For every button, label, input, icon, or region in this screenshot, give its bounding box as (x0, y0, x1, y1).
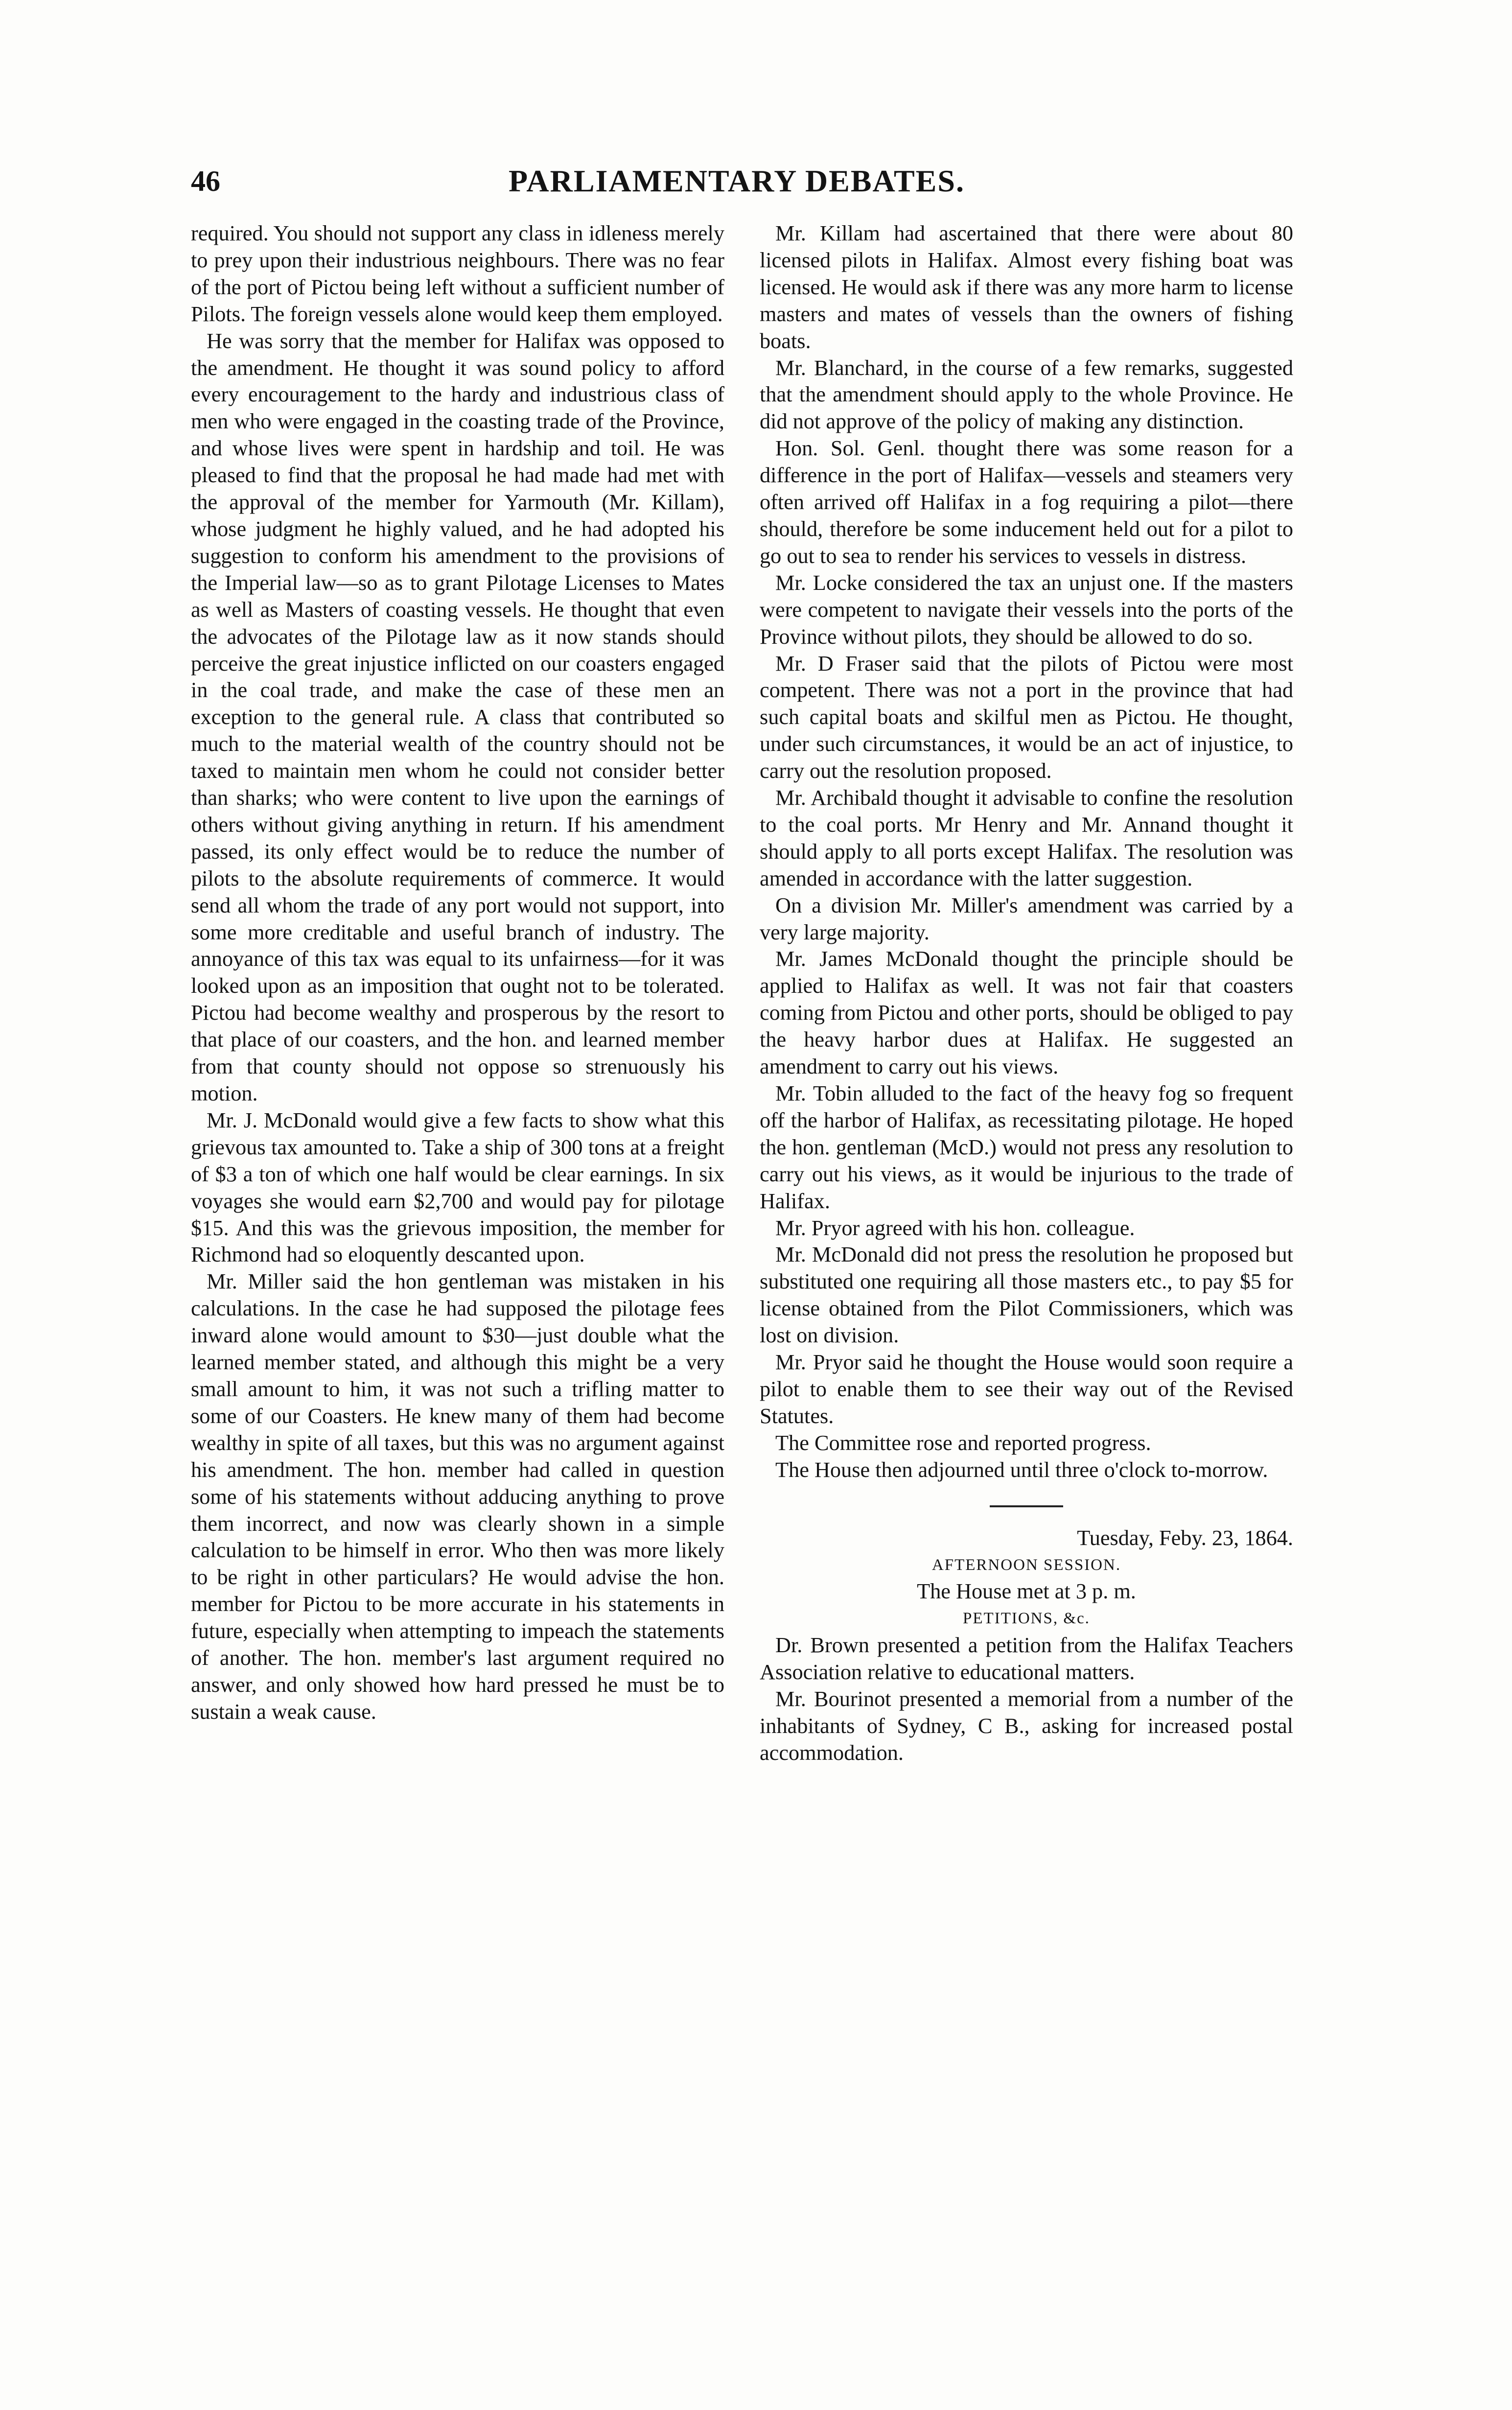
session-date: Tuesday, Feby. 23, 1864. (1077, 1525, 1293, 1550)
running-title: PARLIAMENTARY DEBATES. (509, 164, 965, 198)
page-header (191, 162, 1282, 201)
paragraph: Hon. Sol. Genl. thought there was some reason for a difference in the port of Halifax—vessels and steamers very often arrived off Halifax in a fog requiring a pilot—there should, therefore be some inducement held out for a pilot to go out to sea to render his services to vessels in distress. (760, 436, 1293, 568)
paragraph: required. You should not support any class in idleness merely to prey upon their industrious neighbours. There was no fear of the port of Pictou being left without a sufficient number of Pilots. The foreign vessels alone would keep them employed. (191, 221, 724, 326)
paragraph: Mr. Tobin alluded to the fact of the heavy fog so frequent off the harbor of Halifax, as recessitating pilotage. He hoped the hon. gentleman (McD.) would not press any resolution to carry out his views, as it would be injurious to the trade of Halifax. (760, 1081, 1293, 1213)
paragraph: The Committee rose and reported progress. (775, 1430, 1151, 1455)
paragraph: Mr. D Fraser said that the pilots of Pictou were most competent. There was not a port in the province that had such capital boats and skilful men as Pictou. He thought, under such circumstances, it would be an act of injustice, to carry out the resolution proposed. (760, 651, 1293, 783)
page-number: 46 (191, 165, 220, 197)
paragraph: Mr. Pryor agreed with his hon. colleague. (775, 1216, 1135, 1240)
paragraph: Mr. Locke considered the tax an unjust one. If the masters were competent to navigate their vessels into the ports of the Province without pilots, they should be allowed to do so. (760, 570, 1293, 649)
petition-item: Mr. Bourinot presented a memorial from a number of the inhabitants of Sydney, C B., asking for increased postal accommodation. (760, 1687, 1293, 1765)
paragraph: Mr. Archibald thought it advisable to confine the resolution to the coal ports. Mr Henry and Mr. Annand thought it should apply to all ports except Halifax. The resolution was amended in accordance with the latter suggestion. (760, 786, 1293, 890)
paragraph: Mr. Miller said the hon gentleman was mistaken in his calculations. In the case he had supposed the pilotage fees inward alone would amount to $30—just double what the learned member stated, and although this might be a very small amount to him, it was not such a trifling matter to some of our Coasters. He knew many of them had become wealthy in spite of all taxes, but this was no argument against his amendment. The hon. member had called in question some of his statements without adducing anything to prove them incorrect, and now was clearly shown in a simple calculation to be himself in error. Who then was more likely to be right in other particulars? He would advise the hon. member for Pictou to be more accurate in his statements in future, especially when attempting to impeach the statements of another. The hon. member's last argument required no answer, and only showed how hard pressed he must be to sustain a weak cause. (191, 1269, 724, 1724)
petitions-heading: PETITIONS, &c. (963, 1610, 1090, 1628)
paragraph: He was sorry that the member for Halifax was opposed to the amendment. He thought it was sound policy to afford every encouragement to the hardy and industrious class of men who were engaged in the coasting trade of the Province, and whose lives were spent in hardship and toil. He was pleased to find that the proposal he had made had met with the approval of the member for Yarmouth (Mr. Killam), whose judgment he highly valued, and he had adopted his suggestion to conform his amendment to the provisions of the Imperial law—so as to grant Pilotage Licenses to Mates as well as Masters of coasting vessels. He thought that even the advocates of the Pilotage law as it now stands should perceive the great injustice inflicted on our coasters engaged in the coal trade, and make the case of these men an exception to the general rule. A class that contributed so much to the material wealth of the country should not be taxed to maintain men whom he could not consider better than sharks; who were content to live upon the earnings of others without giving anything in return. If his amendment passed, its only effect would be to reduce the number of pilots to the absolute requirements of commerce. It would send all whom the trade of any port would not support, into some more creditable and useful branch of industry. The annoyance of this tax was equal to its unfairness—for it was looked upon as an imposition that ought not to be tolerated. Pictou had become wealthy and prosperous by the resort to that place of our coasters, and the hon. and learned member from that county should not oppose so strenuously his motion. (191, 328, 724, 1105)
paragraph: The House then adjourned until three o'clock to-morrow. (775, 1457, 1268, 1482)
petition-item: Dr. Brown presented a petition from the Halifax Teachers Association relative to educational matters. (760, 1633, 1293, 1685)
paragraph: On a division Mr. Miller's amendment was carried by a very large majority. (760, 893, 1293, 944)
paragraph: Mr. Killam had ascertained that there were about 80 licensed pilots in Halifax. Almost every fishing boat was licensed. He would ask if there was any more harm to license masters and mates of vessels than the owners of fishing boats. (760, 221, 1293, 353)
right-column (760, 220, 1293, 1767)
paragraph: Mr. J. McDonald would give a few facts to show what this grievous tax amounted to. Take a ship of 300 tons at a freight of $3 a ton of which one half would be clear earnings. In six voyages she would earn $2,700 and would pay for pilotage $15. And this was the grievous imposition, the member for Richmond had so eloquently descanted upon. (191, 1108, 724, 1267)
session-opening: The House met at 3 p. m. (917, 1579, 1136, 1604)
left-column (191, 220, 724, 1726)
section-divider (990, 1505, 1063, 1507)
session-heading: AFTERNOON SESSION. (931, 1556, 1121, 1574)
paragraph: Mr. Pryor said he thought the House would soon require a pilot to enable them to see their way out of the Revised Statutes. (760, 1350, 1293, 1428)
paragraph: Mr. McDonald did not press the resolution he proposed but substituted one requiring all those masters etc., to pay $5 for license obtained from the Pilot Commissioners, which was lost on division. (760, 1242, 1293, 1348)
paragraph: Mr. James McDonald thought the principle should be applied to Halifax as well. It was not fair that coasters coming from Pictou and other ports, should be obliged to pay the heavy harbor dues at Halifax. He suggested an amendment to carry out his views. (760, 947, 1293, 1079)
paragraph: Mr. Blanchard, in the course of a few remarks, suggested that the amendment should apply to the whole Province. He did not approve of the policy of making any distinction. (760, 355, 1293, 434)
